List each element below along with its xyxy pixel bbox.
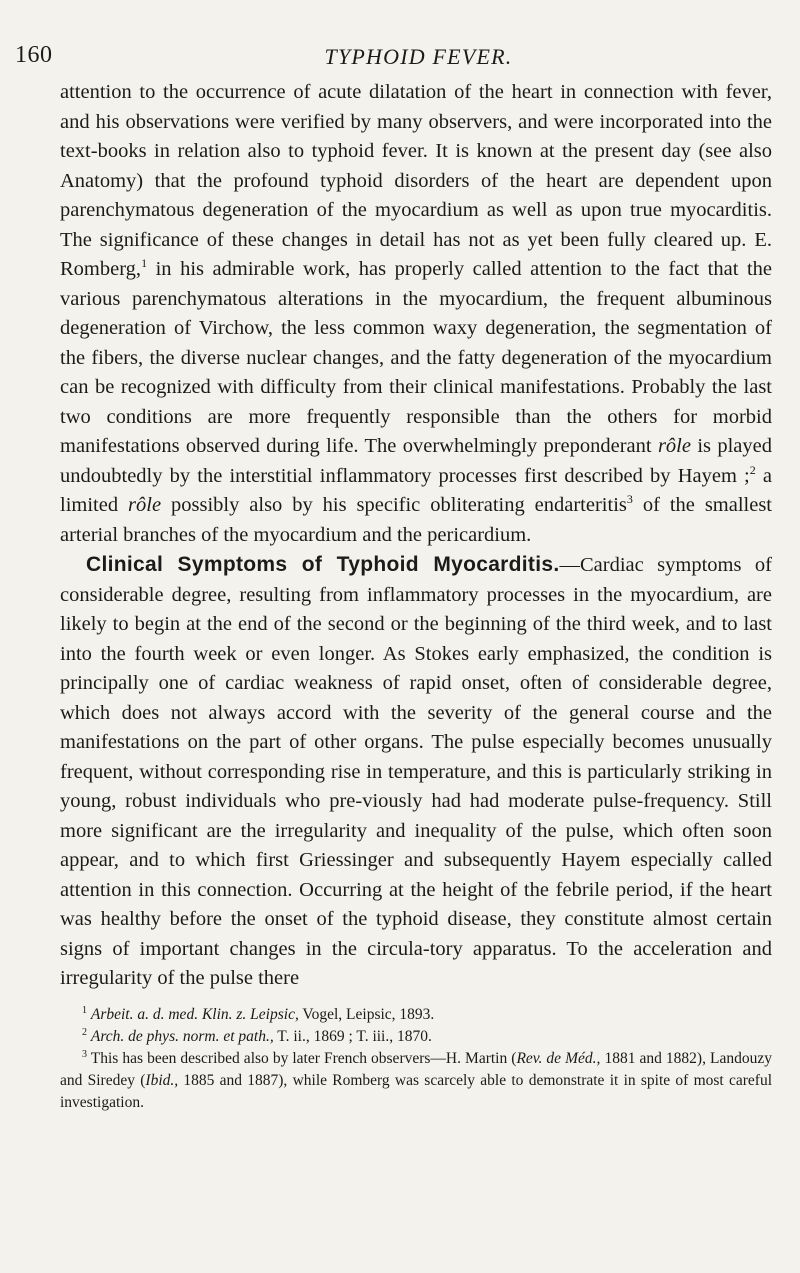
footnote-3-text-a: This has been described also by later French observers—H. Martin ( [90, 1049, 517, 1067]
running-head [15, 30, 772, 78]
p1-role-1: rôle [657, 435, 691, 457]
p1-text-6: of the smallest arterial branches of the myocardium and the pericardium. [60, 494, 772, 546]
footnote-1-rest: Vogel, Leipsic, 1893. [298, 1005, 435, 1023]
p1-text-3: is played undoubtedly by the interstitial inflammatory processes first described by Hayem ; [60, 435, 772, 487]
paragraph-clinical-symptoms [60, 550, 772, 994]
p1-text-2: in his admirable work, has properly called attention to the fact that the various parenchymatous alterations in the myocardium, the frequent albuminous degeneration of Virchow, the less common waxy degeneration, the segmentation of the fibers, the diverse nuclear changes, and the fatty degeneration of the myocardium can be recognized with difficulty from their clinical manifestations. Probably the last two conditions are more frequently responsible than the others for morbid manifestations observed during life. The overwhelmingly preponderant [60, 258, 772, 457]
footnote-1-source: Arbeit. a. d. med. Klin. z. Leipsic, [90, 1005, 299, 1023]
footnote-2-number: 2 [82, 1026, 87, 1038]
p1-text-1: attention to the occurrence of acute dilatation of the heart in connection with fever, and his observations were verified by many observers, and were incorporated into the text-books in relation also to typhoid fever. It is known at the present day (see also Anatomy) that the profound typhoid disorders of the heart are dependent upon parenchymatous degeneration of the myocardium as well as upon true myocarditis. The significance of these changes in detail has not as yet been fully cleared up. E. Romberg, [60, 81, 772, 280]
section-heading: Clinical Symptoms of Typhoid Myocarditis. [86, 553, 560, 576]
p1-role-2: rôle [128, 494, 162, 516]
footnote-3 [60, 1048, 772, 1114]
footnote-3-source-1: Rev. de Méd., [516, 1049, 601, 1067]
body-text [60, 78, 772, 994]
p2-text: —Cardiac symptoms of considerable degree, resulting from inflammatory processes in the myocardium, are likely to begin at the end of the second or the beginning of the third week, and to last into the fourth week or even longer. As Stokes early emphasized, the condition is principally one of cardiac weakness of rapid onset, often of considerable degree, which does not always accord with the severity of the general course and the manifestations on the part of other organs. The pulse especially becomes unusually frequent, without corresponding rise in temperature, and this is particularly striking in young, robust individuals who pre-viously had had moderate pulse-frequency. Still more significant are the irregularity and inequality of the pulse, which often soon appear, and to which first Griessinger and subsequently Hayem especially called attention in this connection. Occurring at the height of the febrile period, if the heart was healthy before the onset of the typhoid disease, they constitute almost certain signs of important changes in the circula-tory apparatus. To the acceleration and irregularity of the pulse there [60, 554, 772, 989]
footnote-3-number: 3 [82, 1048, 87, 1060]
footnote-1 [60, 1004, 772, 1026]
footnote-2 [60, 1026, 772, 1048]
footnote-2-source: Arch. de phys. norm. et path., [90, 1027, 274, 1045]
page-number: 160 [15, 42, 53, 68]
p1-text-4: a limited [60, 464, 772, 516]
footnote-2-rest: T. ii., 1869 ; T. iii., 1870. [273, 1027, 432, 1045]
footnote-3-text-c: 1885 and 1887), while Romberg was scarcely able to demonstrate it in spite of most careful investigation. [60, 1071, 772, 1111]
p1-text-5: possibly also by his specific obliterating endarteritis [161, 494, 627, 516]
running-title: TYPHOID FEVER. [324, 44, 513, 69]
footnote-3-text-b: 1881 and 1882), Landouzy and Siredey ( [60, 1049, 772, 1089]
footnotes [60, 1004, 772, 1114]
footnote-ref-3: 3 [626, 492, 633, 507]
footnote-1-number: 1 [82, 1004, 87, 1016]
paragraph-dilatation [60, 78, 772, 550]
footnote-ref-2: 2 [749, 462, 756, 477]
footnote-ref-1: 1 [141, 256, 148, 271]
footnote-3-source-2: Ibid., [145, 1071, 179, 1089]
